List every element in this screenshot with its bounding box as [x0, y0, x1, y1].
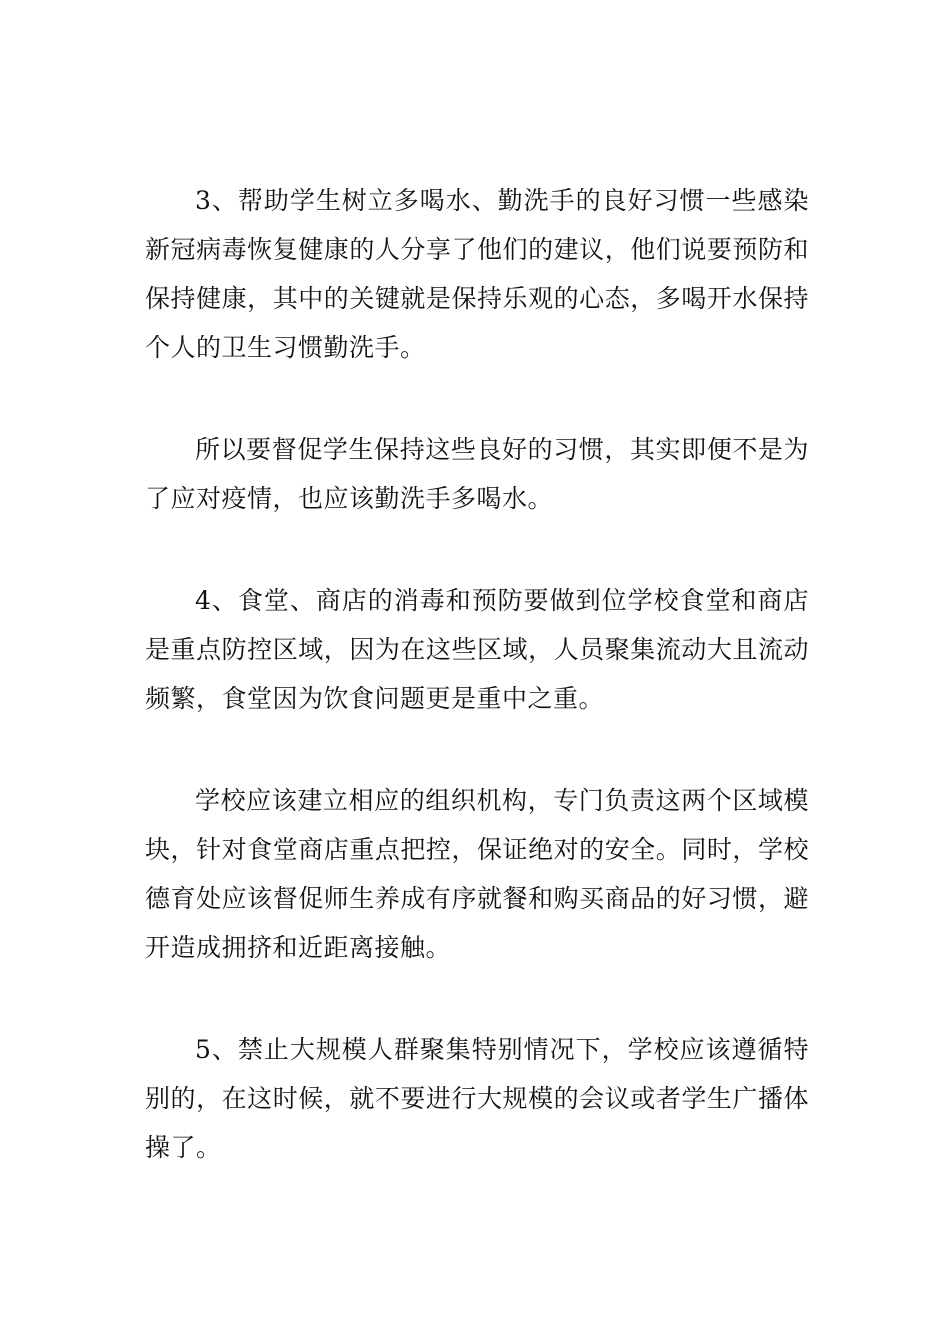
paragraph-item-4-canteen: 4、食堂、商店的消毒和预防要做到位学校食堂和商店是重点防控区域，因为在这些区域，人员聚集流动大且流动频繁，食堂因为饮食问题更是重中之重。 [145, 586, 809, 713]
paragraph-item-3-hygiene: 3、帮助学生树立多喝水、勤洗手的良好习惯一些感染新冠病毒恢复健康的人分享了他们的建议，他们说要预防和保持健康，其中的关键就是保持乐观的心态，多喝开水保持个人的卫生习惯勤洗手。 [145, 186, 809, 362]
document-body [145, 176, 809, 1172]
paragraph-organization: 学校应该建立相应的组织机构，专门负责这两个区域模块，针对食堂商店重点把控，保证绝对的安全。同时，学校德育处应该督促师生养成有序就餐和购买商品的好习惯，避开造成拥挤和近距离接触。 [145, 786, 809, 962]
paragraph-habits-reminder: 所以要督促学生保持这些良好的习惯，其实即便不是为了应对疫情，也应该勤洗手多喝水。 [145, 435, 809, 513]
paragraph-item-5-gatherings: 5、禁止大规模人群聚集特别情况下，学校应该遵循特别的，在这时候，就不要进行大规模的会议或者学生广播体操了。 [145, 1035, 809, 1162]
